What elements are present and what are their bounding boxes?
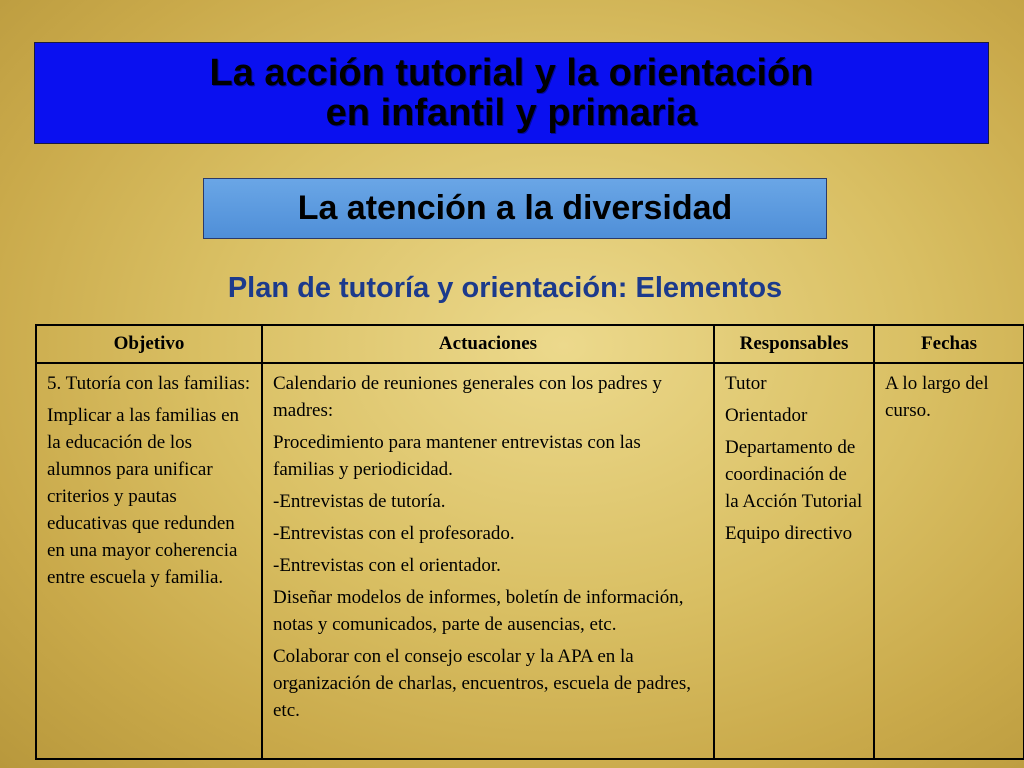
slide-title-line-2: en infantil y primaria <box>325 92 698 134</box>
slide-title-box <box>34 42 989 144</box>
actuacion-item: Calendario de reuniones generales con los padres y madres: <box>273 373 662 421</box>
actuacion-item: -Entrevistas con el orientador. <box>273 555 501 576</box>
slide-title-line-1: La acción tutorial y la orientación <box>209 52 814 94</box>
slide-subtitle-box <box>203 178 827 239</box>
header-fechas: Fechas <box>874 325 1024 363</box>
section-heading: Plan de tutoría y orientación: Elementos <box>227 272 783 304</box>
responsable-item: Orientador <box>725 405 808 426</box>
cell-fechas <box>874 363 1024 759</box>
table-header-row <box>36 325 1024 363</box>
objetivo-description: Implicar a las familias en la educación de los alumnos para unificar criterios y pautas educativas que redunden en una mayor coherencia entre escuela y familia. <box>47 405 240 588</box>
header-objetivo: Objetivo <box>36 325 262 363</box>
actuacion-item: Procedimiento para mantener entrevistas con las familias y periodicidad. <box>273 432 641 480</box>
actuacion-item: -Entrevistas con el profesorado. <box>273 523 515 544</box>
slide-subtitle: La atención a la diversidad <box>297 189 733 227</box>
table-row <box>36 363 1024 759</box>
cell-responsables <box>714 363 874 759</box>
header-responsables: Responsables <box>714 325 874 363</box>
fecha-item: A lo largo del curso. <box>885 373 989 421</box>
plan-table <box>35 324 1024 760</box>
cell-objetivo <box>36 363 262 759</box>
actuacion-item: Colaborar con el consejo escolar y la APA en la organización de charlas, encuentros, escuela de padres, etc. <box>273 646 691 721</box>
cell-actuaciones <box>262 363 714 759</box>
objetivo-title: 5. Tutoría con las familias: <box>47 373 251 394</box>
responsable-item: Tutor <box>725 373 767 394</box>
header-actuaciones: Actuaciones <box>262 325 714 363</box>
actuacion-item: -Entrevistas de tutoría. <box>273 491 446 512</box>
responsable-item: Equipo directivo <box>725 523 853 544</box>
responsable-item: Departamento de coordinación de la Acción Tutorial <box>725 437 863 512</box>
actuacion-item: Diseñar modelos de informes, boletín de información, notas y comunicados, parte de ausencias, etc. <box>273 587 684 635</box>
